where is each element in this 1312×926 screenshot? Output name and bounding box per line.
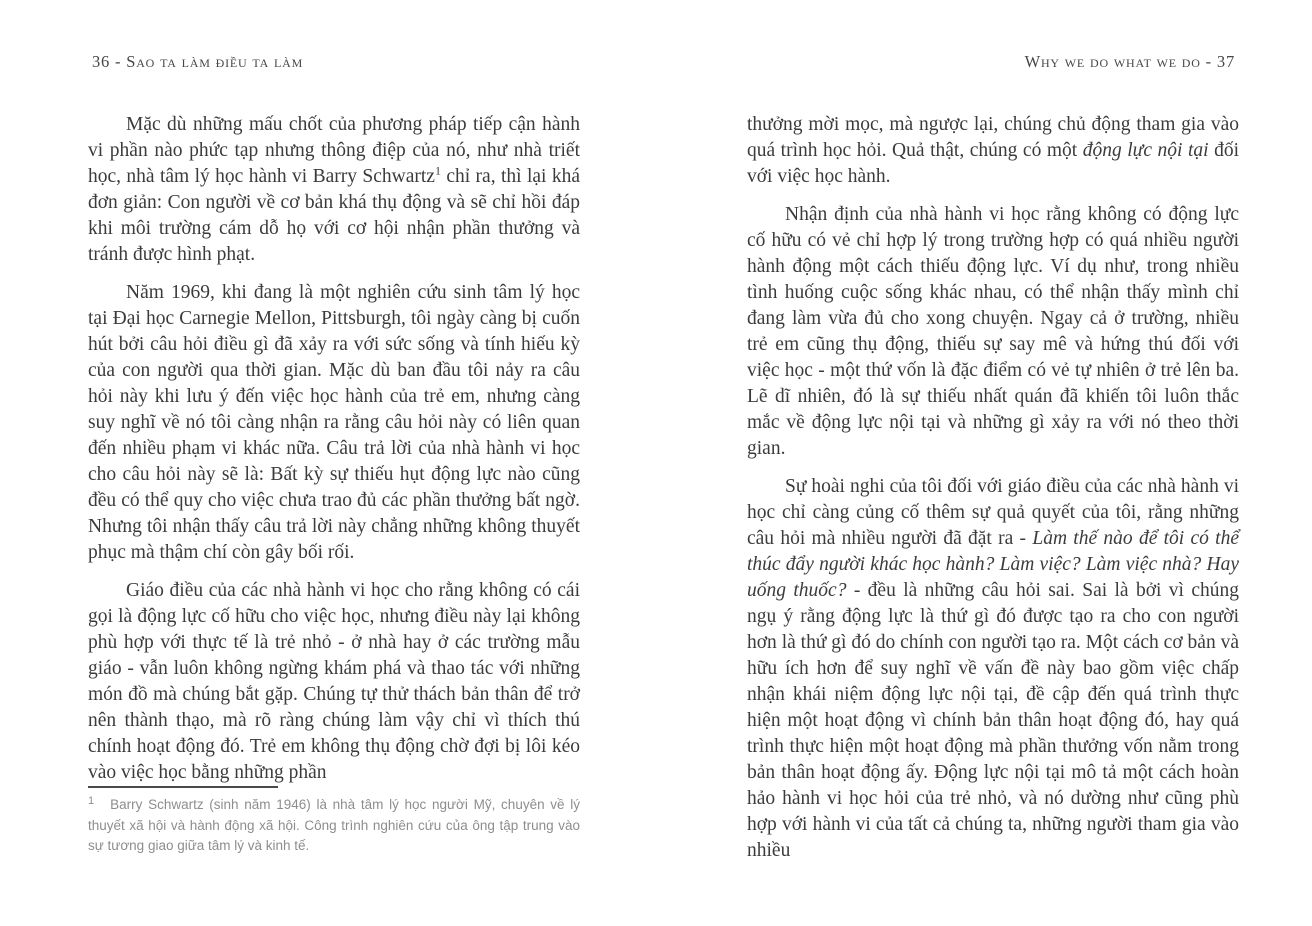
text-run: Giáo điều của các nhà hành vi học cho rằng không có cái gọi là động lực cố hữu cho việc học, nhưng điều này lại không phù hợp với thực tế là trẻ nhỏ - ở nhà hay ở các trường mẫu giáo - vẫn luôn không ngừng khám phá và thao tác với những món đồ mà chúng bắt gặp. Chúng tự thử thách bản thân để trở nên thành thạo, mà rõ ràng chúng làm vậy chỉ vì thích thú chính hoạt động đó. Trẻ em không thụ động chờ đợi bị lôi kéo vào việc học bằng những phần bbox=[88, 580, 580, 783]
text-run: Nhận định của nhà hành vi học rằng không có động lực cố hữu có vẻ chỉ hợp lý trong trường hợp có quá nhiều người hành động một cách thiếu động lực. Ví dụ như, trong nhiều tình huống cuộc sống khác nhau, có thể nhận thấy mình chỉ đang làm vừa đủ cho xong chuyện. Ngay cả ở trường, nhiều trẻ em cũng thụ động, thiếu sự say mê và hứng thú đối với việc học - một thứ vốn là đặc điểm có vẻ tự nhiên ở trẻ lên ba. Lẽ dĩ nhiên, đó là sự thiếu nhất quán đã khiến tôi luôn thắc mắc về động lực nội tại và những gì xảy ra với nó theo thời gian. bbox=[747, 204, 1239, 459]
paragraph bbox=[747, 474, 1239, 864]
paragraph bbox=[747, 112, 1239, 190]
paragraph bbox=[88, 280, 580, 566]
right-page-body bbox=[747, 112, 1239, 876]
italic-text-run: động lực nội tại bbox=[1082, 140, 1209, 161]
footnote-marker: 1 bbox=[88, 794, 95, 807]
footnote-area bbox=[88, 786, 580, 857]
paragraph bbox=[88, 578, 580, 786]
footnote-text: Barry Schwartz (sinh năm 1946) là nhà tâm lý học người Mỹ, chuyên về lý thuyết xã hội và hành động xã hội. Công trình nghiên cứu của ông tập trung vào sự tương giao giữa tâm lý và kinh tế. bbox=[88, 797, 580, 853]
running-header-right: Why we do what we do - 37 bbox=[1024, 52, 1235, 71]
footnote-reference: 1 bbox=[434, 163, 441, 178]
left-page-body bbox=[88, 112, 580, 798]
footnote bbox=[88, 795, 580, 857]
italic-text-run: Làm thế nào để tôi có thể thúc đẩy người khác học hành? Làm việc? Làm việc nhà? Hay uống thuốc? bbox=[747, 528, 1240, 601]
text-run: Năm 1969, khi đang là một nghiên cứu sinh tâm lý học tại Đại học Carnegie Mellon, Pittsburgh, tôi ngày càng bị cuốn hút bởi câu hỏi điều gì đã xảy ra với sức sống và tính hiếu kỳ của con người qua thời gian. Mặc dù ban đầu tôi nảy ra câu hỏi này khi lưu ý đến việc học hành của trẻ em, nhưng càng suy nghĩ về nó tôi càng nhận ra rằng câu hỏi này có liên quan đến nhiều phạm vi khác nữa. Câu trả lời của nhà hành vi học cho câu hỏi này sẽ là: Bất kỳ sự thiếu hụt động lực nào cũng đều có thể quy cho việc chưa trao đủ các phần thưởng bất ngờ. Nhưng tôi nhận thấy câu trả lời này chẳng những không thuyết phục mà thậm chí còn gây bối rối. bbox=[88, 282, 580, 563]
text-run: thưởng mời mọc, mà ngược lại, chúng chủ động tham gia vào quá trình học hỏi. Quả thật, chúng có một bbox=[747, 114, 1239, 161]
text-run: Mặc dù những mấu chốt của phương pháp tiếp cận hành vi phần nào phức tạp nhưng thông điệp của nó, như nhà triết học, nhà tâm lý học hành vi Barry Schwartz bbox=[88, 114, 580, 187]
footnote-divider bbox=[88, 786, 278, 788]
text-run: Sự hoài nghi của tôi đối với giáo điều của các nhà hành vi học chỉ càng củng cố thêm sự quả quyết của tôi, rằng những câu hỏi mà nhiều người đã đặt ra - bbox=[747, 476, 1239, 549]
text-run: đối với việc học hành. bbox=[747, 140, 1239, 187]
text-run: chỉ ra, thì lại khá đơn giản: Con người về cơ bản khá thụ động và sẽ chỉ hồi đáp khi môi trường cám dỗ họ với cơ hội nhận phần thưởng và tránh được hình phạt. bbox=[88, 166, 580, 265]
text-run: - đều là những câu hỏi sai. Sai là bởi vì chúng ngụ ý rằng động lực là thứ gì đó được tạo ra cho con người hơn là thứ gì đó do chính con người tạo ra. Một cách cơ bản và hữu ích hơn để suy nghĩ về vấn đề này bao gồm việc chấp nhận khái niệm động lực nội tại, đề cập đến quá trình thực hiện một hoạt động vì chính bản thân hoạt động đó, hay quá trình thực hiện một hoạt động mà phần thưởng vốn nằm trong bản thân hoạt động ấy. Động lực nội tại mô tả một cách hoàn hảo hành vi học hỏi của trẻ nhỏ, và nó dường như cũng phù hợp với hành vi của tất cả chúng ta, những người tham gia vào nhiều bbox=[747, 580, 1239, 861]
paragraph bbox=[747, 202, 1239, 462]
running-header-left: 36 - Sao ta làm điều ta làm bbox=[92, 52, 304, 71]
paragraph bbox=[88, 112, 580, 268]
